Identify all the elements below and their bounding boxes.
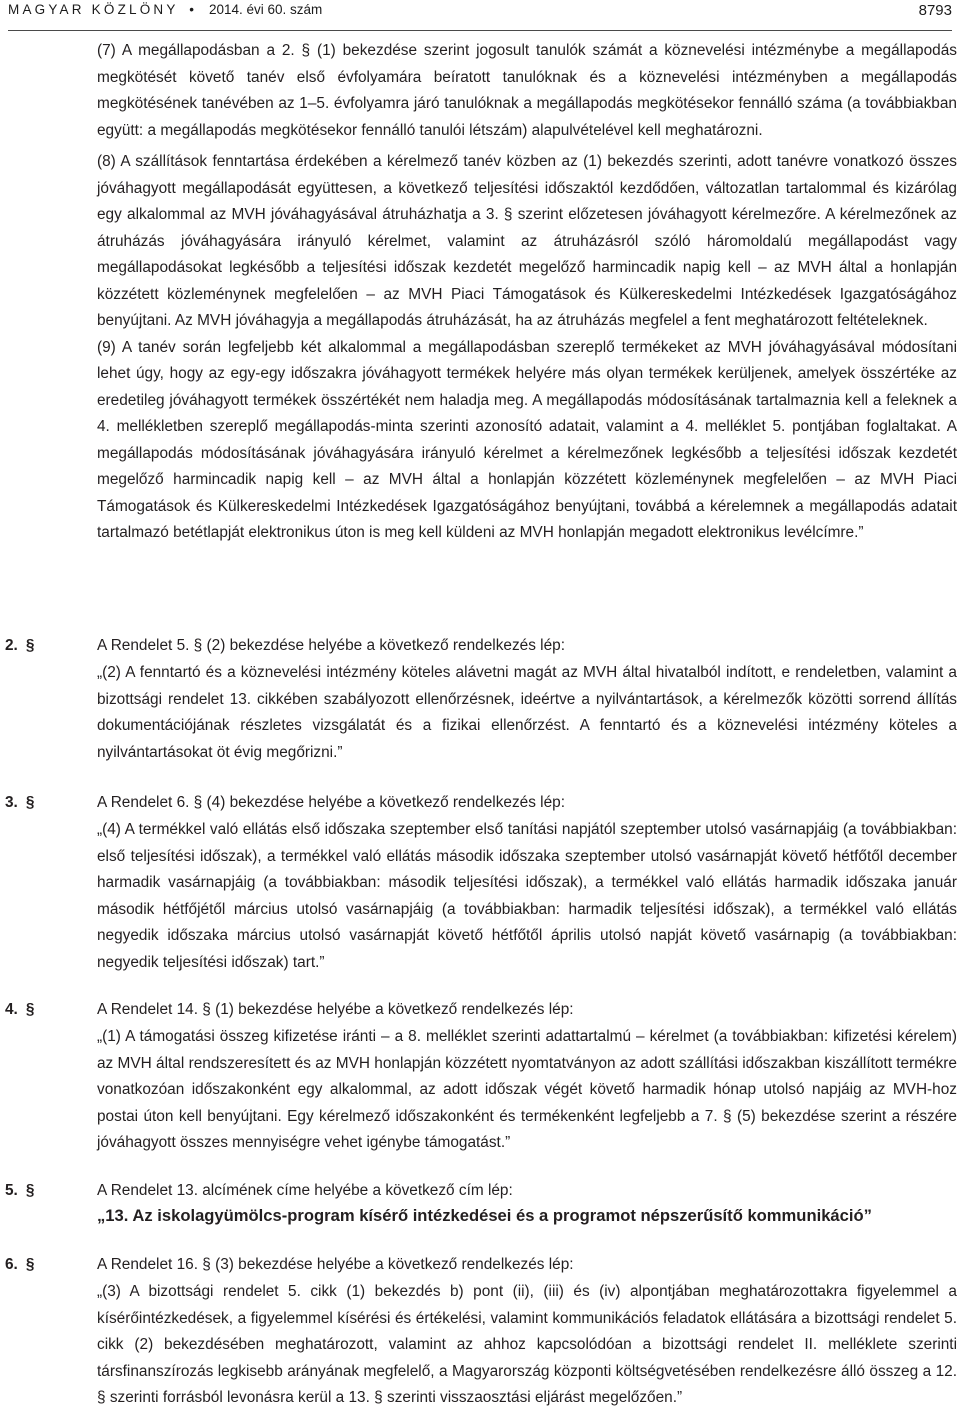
section-symbol: § (25, 1182, 35, 1199)
section-number-5: 5. § (5, 1182, 35, 1199)
section-number-4: 4. § (5, 1001, 35, 1018)
amendment-text-6 (97, 1279, 957, 1412)
amendment-text-3 (97, 817, 957, 976)
section-symbol: § (25, 1001, 35, 1018)
amendment-intro-4: A Rendelet 14. § (1) bekezdése helyébe a következő rendelkezés lép: (97, 1001, 574, 1018)
paragraph-8: (8) A szállítások fenntartása érdekében a kérelmező tanév közben az (1) bekezdés szerinti, adott tanévre vonatkozó összes jóváhagyott megállapodását együttesen, a következő teljesítési időszaktól kezdődően, változatlan tartalommal és kizárólag egy alkalommal az MVH jóváhagyásával átruházhatja a 3. § szerint előzetesen jóváhagyott kérelmezőre. A kérelmezőnek az átruházás jóváhagyására irányuló kérelmet, valamint az átruházásról szóló háromoldalú megállapodást vagy megállapodásokat legkésőbb a teljesítési időszak kezdetét megelőző harmincadik napig kell – az MVH által a honlapján közzétett közleménynek megfelelően – az MVH Piaci Támogatások és Külkereskedelmi Intézkedések Igazgatóságához benyújtani. Az MVH jóváhagyja a megállapodás átruházását, ha az átruházás megfelel a fent meghatározott feltételeknek. (97, 153, 957, 329)
amendment-text-5 (97, 1203, 957, 1229)
amendment-intro-5: A Rendelet 13. alcímének címe helyébe a következő cím lép: (97, 1182, 513, 1199)
subtitle-heading: „13. Az iskolagyümölcs-program kísérő intézkedései és a programot népszerűsítő kommunikáció” (97, 1206, 872, 1225)
amendment-intro-2: A Rendelet 5. § (2) bekezdése helyébe a következő rendelkezés lép: (97, 637, 566, 654)
amendment-intro-6: A Rendelet 16. § (3) bekezdése helyébe a következő rendelkezés lép: (97, 1256, 574, 1273)
continuation-block (97, 38, 957, 547)
page-number: 8793 (918, 2, 952, 19)
amendment-quote-4: „(1) A támogatási összeg kifizetése iránti – a 8. melléklet szerinti adattartalmú – kérelmet (a továbbiakban: kifizetési kérelem) az MVH által rendszeresített és az MVH honlapján közzétett nyomtatványon az adott szállítási időszakban kiszállított termékre vonatkozóan időszakonként egy alkalommal, az adott időszak végét követő harmadik hónap utolsó napjáig az MVH-hoz postai úton kell benyújtani. Egy kérelmező időszakonként és termékenként legfeljebb a 7. § (5) bekezdése szerint a részére jóváhagyott összes mennyiségre vehet igénybe támogatást.” (97, 1028, 957, 1151)
page-header (8, 0, 952, 31)
journal-name: MAGYAR KÖZLÖNY (8, 2, 179, 17)
section-symbol: § (25, 637, 35, 654)
issue-label: 2014. évi 60. szám (208, 2, 323, 17)
section-symbol: § (25, 794, 35, 811)
section-symbol: § (25, 1256, 35, 1273)
journal-title (8, 2, 322, 17)
paragraph-7: (7) A megállapodásban a 2. § (1) bekezdése szerint jogosult tanulók számát a köznevelési intézménybe a megállapodás megkötését követő tanév első évfolyamára beíratott tanulóknak és a köznevelési intézményben a megállapodás megkötésének tanévében az 1–5. évfolyamra járó tanulóknak a megállapodás megkötésekor fennálló száma (a továbbiakban együtt: a megállapodás megkötésekor fennálló tanulói létszám) alapulvételével kell meghatározni. (97, 42, 957, 139)
section-number-3: 3. § (5, 794, 35, 811)
amendment-text-2 (97, 660, 957, 766)
header-separator: • (189, 2, 195, 17)
amendment-text-4 (97, 1024, 957, 1157)
amendment-quote-6: „(3) A bizottsági rendelet 5. cikk (1) bekezdés b) pont (ii), (iii) és (iv) alpontjában meghatározottakra figyelemmel a kísérőintézkedések, a figyelemmel kísérési és értékelési, valamint kommunikációs feladatok ellátására a bizottsági rendelet 5. cikk (2) bekezdésében meghatározott, valamint az ahhoz kapcsolódóan a bizottsági rendelet II. melléklete szerinti társfinanszírozás legkisebb arányának megfelelő, a Magyarország központi költségvetésében rendelkezésre álló összeg a 12. § szerinti forrásból levonásra kerül a 13. § szerinti visszaosztási eljárást megelőzően.” (97, 1283, 957, 1406)
amendment-quote-2: „(2) A fenntartó és a köznevelési intézmény köteles alávetni magát az MVH által hivatalból indított, e rendeletben, valamint a bizottsági rendelet 13. cikkében szabályozott ellenőrzésnek, ideértve a nyilvántartások, a kérelmezők közötti sorrend állítás dokumentációjának részletes vizsgálatát és a fizikai ellenőrzést. A fenntartó és a köznevelési intézmény köteles a nyilvántartásokat öt évig megőrizni.” (97, 664, 957, 761)
paragraph-9: (9) A tanév során legfeljebb két alkalommal a megállapodásban szereplő termékeket az MVH jóváhagyásával módosítani lehet úgy, hogy az egy-egy időszakra jóváhagyott termékek helyére más olyan termékek kerüljenek, amelyek összértéke az eredetileg jóváhagyott termékek összértékét nem haladja meg. A megállapodás módosításának tartalmaznia kell a feleknek a 4. mellékletben szereplő megállapodás-minta szerinti azonosító adatait, valamint a 4. melléklet 5. pontjában foglaltakat. A megállapodás módosításának jóváhagyására irányuló kérelmet a kérelmezőnek legkésőbb a teljesítési időszak kezdetét megelőző harmincadik napig kell – az MVH által a honlapján közzétett közleménynek megfelelően – az MVH Piaci Támogatások és Külkereskedelmi Intézkedések Igazgatóságához benyújtani, továbbá a kérelemnek a megállapodás adatait tartalmazó betétlapját elektronikus úton is meg kell küldeni az MVH honlapján megadott elektronikus levélcímre.” (97, 338, 957, 541)
amendment-quote-3: „(4) A termékkel való ellátás első időszaka szeptember első tanítási napjától szeptember utolsó vasárnapjáig (a továbbiakban: első teljesítési időszak), a termékkel való ellátás második időszaka szeptember utolsó vasárnapját követő hétfőtől december harmadik vasárnapjáig (a továbbiakban: második teljesítési időszak), a termékkel való ellátás harmadik időszaka január második hétfőjétől március utolsó vasárnapjáig (a továbbiakban: harmadik teljesítési időszak), a termékkel való ellátás negyedik időszaka március utolsó vasárnapját követő hétfőtől április utolsó napját követő vasárnapig (a továbbiakban: negyedik teljesítési időszak) tart.” (97, 821, 957, 971)
amendment-intro-3: A Rendelet 6. § (4) bekezdése helyébe a következő rendelkezés lép: (97, 794, 566, 811)
section-number-6: 6. § (5, 1256, 35, 1273)
section-number-2: 2. § (5, 637, 35, 654)
